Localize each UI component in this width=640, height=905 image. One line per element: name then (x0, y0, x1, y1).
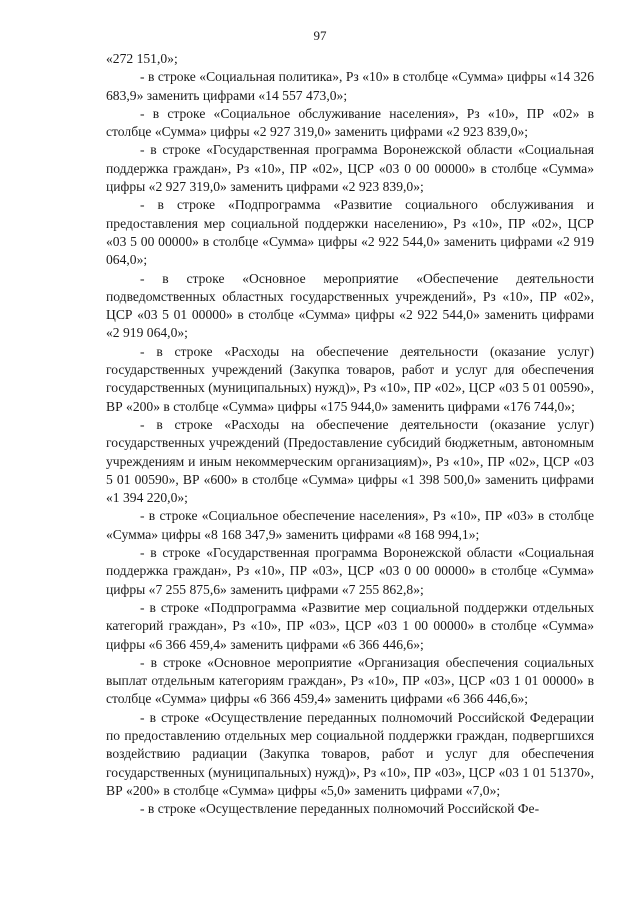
paragraph: - в строке «Социальная политика», Рз «10» в столбце «Сумма» цифры «14 326 683,9» заменить цифрами «14 557 473,0»; (106, 69, 594, 103)
paragraph: - в строке «Государственная программа Воронежской области «Социальная поддержка граждан», Рз «10», ПР «03», ЦСР «03 0 00 00000» в столбце «Сумма» цифры «7 255 875,6» заменить цифрами «7 255 862,8»; (106, 545, 594, 597)
paragraph: - в строке «Социальное обеспечение населения», Рз «10», ПР «03» в столбце «Сумма» цифры «8 168 347,9» заменить цифрами «8 168 994,1»; (106, 508, 594, 542)
paragraph: «272 151,0»; (106, 51, 178, 66)
page-number: 97 (313, 28, 327, 43)
paragraph: - в строке «Подпрограмма «Развитие мер социальной поддержки отдельных категорий граждан», Рз «10», ПР «03», ЦСР «03 1 00 00000» в столбце «Сумма» цифры «6 366 459,4» заменить цифрами «6 366 446,6»; (106, 599, 594, 652)
paragraph: - в строке «Основное мероприятие «Организация обеспечения социальных выплат отдельным категориям граждан», Рз «10», ПР «03», ЦСР «03 1 01 00000» в столбце «Сумма» цифры «6 366 459,4» заменить цифрами «6 366 446,6»; (106, 654, 594, 707)
document-body (106, 50, 594, 818)
paragraph: - в строке «Осуществление переданных полномочий Российской Федерации по предоставлению отдельных мер социальной поддержки граждан, подвергшихся воздействию радиации (Закупка товаров, работ и услуг для обеспечения государственных (муниципальных) нужд)», Рз «10», ПР «03», ЦСР «03 1 01 51370», ВР «200» в столбце «Сумма» цифры «5,0» заменить цифрами «7,0»; (106, 709, 594, 798)
paragraph: - в строке «Основное мероприятие «Обеспечение деятельности подведомственных областных государственных учреждений», Рз «10», ПР «02», ЦСР «03 5 01 00000» в столбце «Сумма» цифры «2 922 544,0» заменить цифрами «2 919 064,0»; (106, 270, 594, 341)
paragraph: - в строке «Подпрограмма «Развитие социального обслуживания и предоставления мер социальной поддержки населению», Рз «10», ПР «02», ЦСР «03 5 00 00000» в столбце «Сумма» цифры «2 922 544,0» заменить цифрами «2 919 064,0»; (106, 197, 594, 268)
paragraph: - в строке «Социальное обслуживание населения», Рз «10», ПР «02» в столбце «Сумма» цифры «2 927 319,0» заменить цифрами «2 923 839,0»; (106, 105, 594, 140)
paragraph: - в строке «Расходы на обеспечение деятельности (оказание услуг) государственных учреждений (Предоставление субсидий бюджетным, автономным учреждениям и иным некоммерческим организациям)», Рз «10», ПР «02», ЦСР «03 5 01 00590», ВР «600» в столбце «Сумма» цифры «1 398 500,0» заменить цифрами «1 394 220,0»; (106, 416, 594, 506)
paragraph: - в строке «Расходы на обеспечение деятельности (оказание услуг) государственных учреждений (Закупка товаров, работ и услуг для обеспечения государственных (муниципальных) нужд)», Рз «10», ПР «02», ЦСР «03 5 01 00590», ВР «200» в столбце «Сумма» цифры «175 944,0» заменить цифрами «176 744,0»; (106, 343, 594, 414)
paragraph: - в строке «Государственная программа Воронежской области «Социальная поддержка граждан», Рз «10», ПР «02», ЦСР «03 0 00 00000» в столбце «Сумма» цифры «2 927 319,0» заменить цифрами «2 923 839,0»; (106, 142, 594, 195)
paragraph: - в строке «Осуществление переданных полномочий Российской Фе- (140, 801, 540, 817)
